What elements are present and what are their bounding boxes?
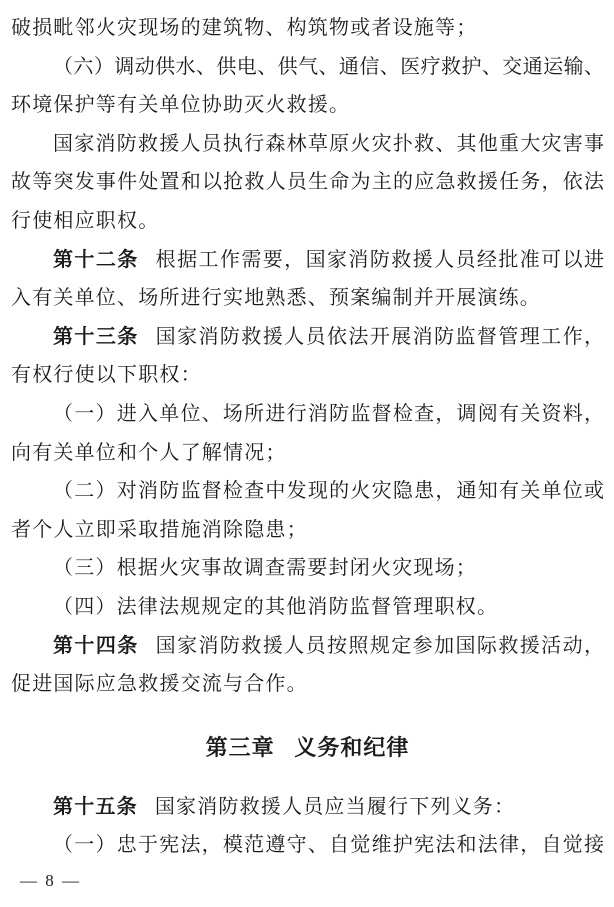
line-text: 国家消防救援人员按照规定参加国际救援活动， (155, 634, 605, 657)
text-line (11, 48, 604, 87)
line-text: 者个人立即采取措施消除隐患； (11, 518, 308, 541)
line-text: （六）调动供水、供电、供气、通信、医疗救护、交通运输、 (53, 55, 604, 78)
line-text: 国家消防救援人员应当履行下列义务： (154, 795, 516, 818)
chapter-heading (11, 726, 604, 770)
text-line (11, 511, 604, 550)
text-line (11, 472, 604, 511)
line-text: （三）根据火灾事故调查需要封闭火灾现场； (53, 557, 477, 580)
line-text: 环境保护等有关单位协助灭火救援。 (11, 94, 351, 117)
text-line (11, 86, 604, 125)
text-line (11, 826, 604, 865)
text-line-article-15 (11, 788, 604, 827)
article-number: 第十二条 (53, 248, 139, 271)
line-text: 有权行使以下职权： (11, 364, 202, 387)
text-line (11, 665, 604, 704)
text-line-article-12 (11, 241, 604, 280)
article-number: 第十五条 (53, 795, 138, 818)
line-text: 故等突发事件处置和以抢救人员生命为主的应急救援任务，依法 (11, 171, 604, 194)
chapter-title: 义务和纪律 (294, 734, 410, 760)
article-number: 第十四条 (53, 634, 139, 657)
text-line-article-13 (11, 318, 604, 357)
page-number: — 8 — (20, 870, 81, 890)
line-text: 促进国际应急救援交流与合作。 (11, 673, 308, 696)
chapter-number: 第三章 (205, 734, 275, 760)
text-line (11, 125, 604, 164)
text-line (11, 549, 604, 588)
text-line (11, 9, 604, 48)
line-text: 破损毗邻火灾现场的建筑物、构筑物或者设施等； (11, 17, 478, 39)
line-text: 向有关单位和个人了解情况； (11, 441, 287, 464)
text-line (11, 434, 604, 473)
text-line-article-14 (11, 627, 604, 666)
line-text: （四）法律法规规定的其他消防监督管理职权。 (53, 595, 499, 618)
line-text: 根据工作需要，国家消防救援人员经批准可以进 (155, 248, 605, 271)
article-number: 第十三条 (53, 325, 139, 348)
line-text: 入有关单位、场所进行实地熟悉、预案编制并开展演练。 (11, 287, 541, 310)
line-text: （一）进入单位、场所进行消防监督检查，调阅有关资料， (53, 402, 604, 425)
line-text: 国家消防救援人员依法开展消防监督管理工作， (155, 325, 605, 348)
text-line (11, 163, 604, 202)
line-text: 国家消防救援人员执行森林草原火灾扑救、其他重大灾害事 (53, 132, 604, 155)
text-line (11, 588, 604, 627)
text-line (11, 395, 604, 434)
line-text: （二）对消防监督检查中发现的火灾隐患，通知有关单位或 (53, 480, 604, 503)
line-text: 行使相应职权。 (11, 209, 160, 232)
text-line (11, 356, 604, 395)
text-line (11, 202, 604, 241)
text-line (11, 279, 604, 318)
line-text: （一）忠于宪法，模范遵守、自觉维护宪法和法律，自觉接 (53, 834, 604, 857)
